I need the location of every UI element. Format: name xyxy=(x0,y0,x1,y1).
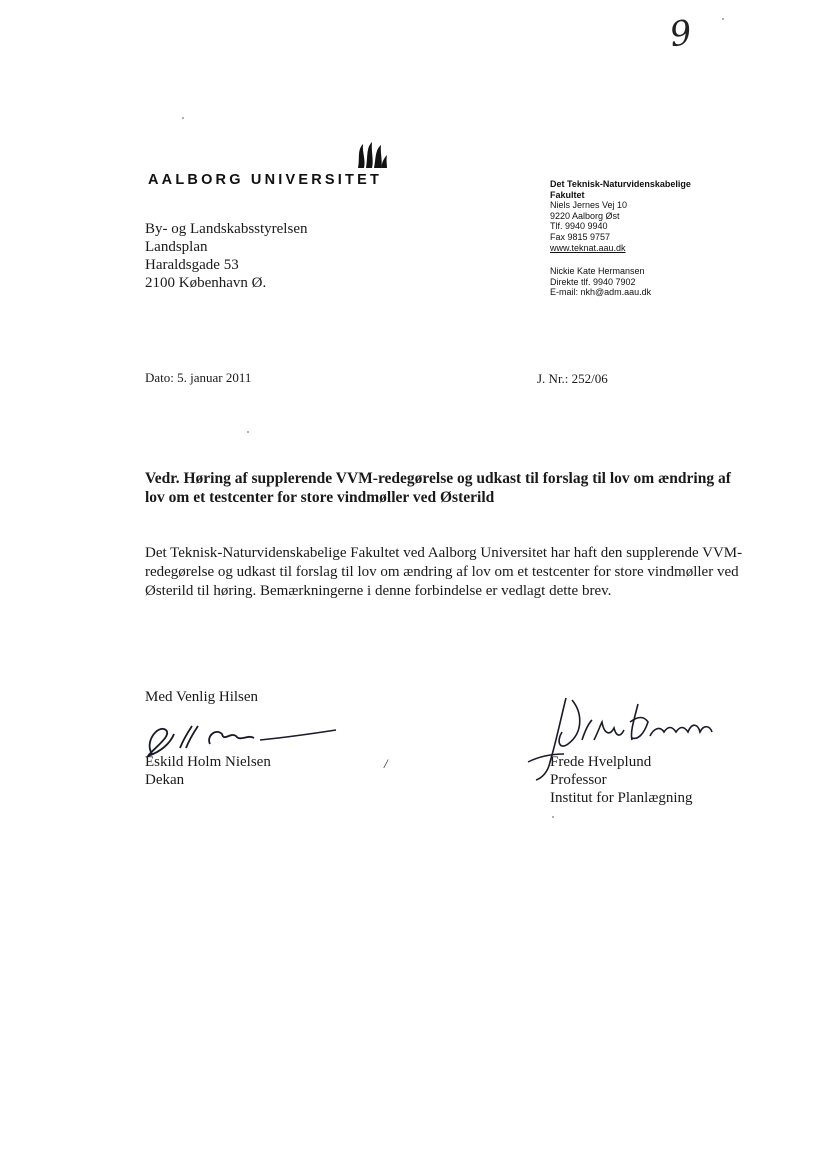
university-name: AALBORG UNIVERSITET xyxy=(148,172,382,188)
sender-faculty: Det Teknisk-Naturvidenskabelige xyxy=(550,179,691,189)
scan-speck xyxy=(722,18,724,20)
journal-number: J. Nr.: 252/06 xyxy=(537,371,608,386)
signatory-department: Institut for Planlægning xyxy=(550,790,693,806)
scan-speck xyxy=(182,117,184,119)
signatory-name: Eskild Holm Nielsen xyxy=(145,754,271,770)
recipient-line: Landsplan xyxy=(145,239,208,255)
scan-speck xyxy=(552,816,554,818)
sender-website-link[interactable]: www.teknat.aau.dk xyxy=(550,242,626,253)
signatory-title: Professor xyxy=(550,772,607,788)
stray-mark: / xyxy=(384,756,388,771)
letter-date: Dato: 5. januar 2011 xyxy=(145,370,252,385)
sender-city: 9220 Aalborg Øst xyxy=(550,210,620,221)
letter-closing: Med Venlig Hilsen xyxy=(145,689,259,705)
contact-name: Nickie Kate Hermansen xyxy=(550,266,645,277)
contact-direct-phone: Direkte tlf. 9940 7902 xyxy=(550,276,636,287)
contact-email: E-mail: nkh@adm.aau.dk xyxy=(550,287,652,298)
scan-speck xyxy=(247,431,249,433)
sender-fax: Fax 9815 9757 xyxy=(550,231,611,242)
recipient-address xyxy=(145,220,307,292)
signatory-right xyxy=(550,753,693,807)
sender-block xyxy=(550,179,691,298)
signatory-title: Dekan xyxy=(145,772,185,788)
signatory-name: Frede Hvelplund xyxy=(550,754,652,770)
university-logo-icon xyxy=(354,140,388,170)
page-number: 9 xyxy=(667,12,695,56)
signatory-left xyxy=(145,753,271,789)
recipient-line: 2100 København Ø. xyxy=(145,275,267,291)
recipient-line: By- og Landskabsstyrelsen xyxy=(145,221,308,237)
letter-subject: Vedr. Høring af supplerende VVM-redegørelse og udkast til forslag til lov om ændring af lov om et testcenter for store vindmøller ved Østerild xyxy=(145,470,731,506)
recipient-line: Haraldsgade 53 xyxy=(145,257,239,273)
sender-faculty-cont: Fakultet xyxy=(550,189,585,200)
sender-phone: Tlf. 9940 9940 xyxy=(550,221,608,232)
sender-street: Niels Jernes Vej 10 xyxy=(550,200,628,211)
letter-body: Det Teknisk-Naturvidenskabelige Fakultet ved Aalborg Universitet har haft den supplerende VVM-redegørelse og udkast til forslag til lov om ændring af lov om et testcenter for store vindmøller ved Østerild til høring. Bemærkningerne i denne forbindelse er vedlagt dette brev. xyxy=(145,545,743,599)
